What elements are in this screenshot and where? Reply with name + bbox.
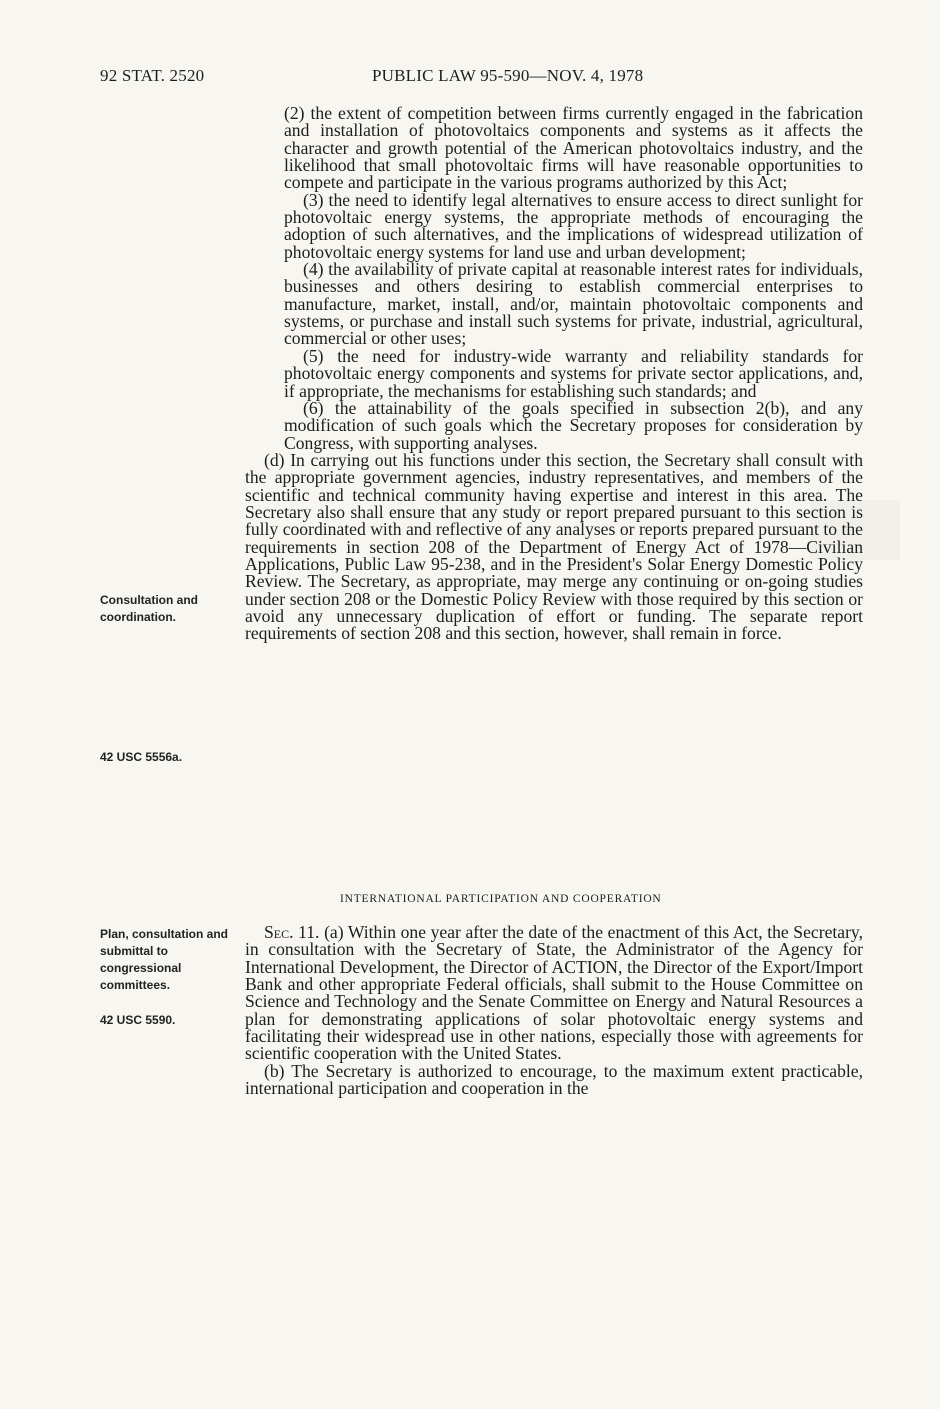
- subsection-d: [245, 449, 863, 644]
- margin-note-usc-5556a: 42 USC 5556a.: [100, 750, 183, 764]
- margin-note-usc-5590: 42 USC 5590.: [100, 1013, 176, 1027]
- paragraph-5-text: (5) the need for industry-wide warranty and reliability standards for photovoltaic energy components and systems for private sector applications, and, if appropriate, the mechanisms for establishing such standards; and: [284, 345, 863, 401]
- paragraph-6: [245, 397, 863, 453]
- subsection-d-text: (d) In carrying out his functions under this section, the Secretary shall consult with the appropriate government agencies, industry representatives, and members of the scientific and technical community having expertise and interest in this area. The Secretary also shall ensure that any study or report prepared pursuant to this section is fully coordinated with and reflective of any analyses or reports prepared pursuant to the requirements in section 208 of the Department of Energy Act of 1978—Civilian Applications, Public Law 95-238, and in the President's Solar Energy Domestic Policy Review. The Secretary, as appropriate, may merge any continuing or on-going studies under section 208 or the Domestic Policy Review with those required by this section or avoid any unnecessary duplication of effort or funding. The separate report requirements of section 208 and this section, however, shall remain in force.: [245, 449, 863, 644]
- paragraph-5: [245, 345, 863, 401]
- margin-note-consultation: Consultation and coordination.: [100, 593, 198, 624]
- paragraph-6-text: (6) the attainability of the goals specified in subsection 2(b), and any modification of such goals which the Secretary proposes for consideration by Congress, with supporting analyses.: [284, 397, 863, 453]
- page-title: PUBLIC LAW 95-590—NOV. 4, 1978: [372, 66, 644, 85]
- paragraph-block-c: [245, 105, 863, 643]
- section-11-a-text: (a) Within one year after the date of the enactment of this Act, the Secretary, in consultation with the Secretary of State, the Administrator of the Agency for International Development, the Director of ACTION, the Director of the Export/Import Bank and other appropriate Federal officials, shall submit to the House Committee on Science and Technology and the Senate Committee on Energy and Natural Resources a plan for demonstrating applications of solar photovoltaic energy systems and facilitating their widespread use in other nations, especially those with agreements for scientific cooperation with the United States.: [245, 922, 863, 1064]
- paragraph-4-text: (4) the availability of private capital at reasonable interest rates for individuals, businesses and others desiring to establish commercial enterprises to manufacture, market, install, and/or, maintain photovoltaic components and systems, or purchase and install such systems for private, industrial, agricultural, commercial or other uses;: [284, 259, 863, 349]
- stat-reference: 92 STAT. 2520: [100, 66, 205, 85]
- margin-note-plan: Plan, consultation and submittal to congressional committees.: [100, 927, 229, 992]
- section-11-b-text: (b) The Secretary is authorized to encourage, to the maximum extent practicable, international participation and cooperation in the: [245, 1060, 863, 1099]
- section-11-a: [245, 924, 863, 1063]
- paragraph-3: [245, 189, 863, 262]
- section-11-label: Sec. 11.: [264, 922, 320, 942]
- paragraph-2: [245, 105, 863, 192]
- section-11-b: [245, 1060, 863, 1099]
- section-11-block: [245, 924, 863, 1097]
- paragraph-2-text: (2) the extent of competition between firms currently engaged in the fabrication and installation of photovoltaics components and systems as it affects the character and growth potential of the American photovoltaics industry, and the likelihood that small photovoltaic firms will have reasonable opportunities to compete and participate in the various programs authorized by this Act;: [284, 103, 863, 193]
- paragraph-4: [245, 261, 863, 348]
- section-heading: INTERNATIONAL PARTICIPATION AND COOPERATION: [340, 893, 662, 905]
- paragraph-3-text: (3) the need to identify legal alternatives to ensure access to direct sunlight for photovoltaic energy systems, the appropriate methods of encouraging the adoption of such alternatives, and the implications of widespread utilization of photovoltaic energy systems for land use and urban development;: [284, 189, 863, 262]
